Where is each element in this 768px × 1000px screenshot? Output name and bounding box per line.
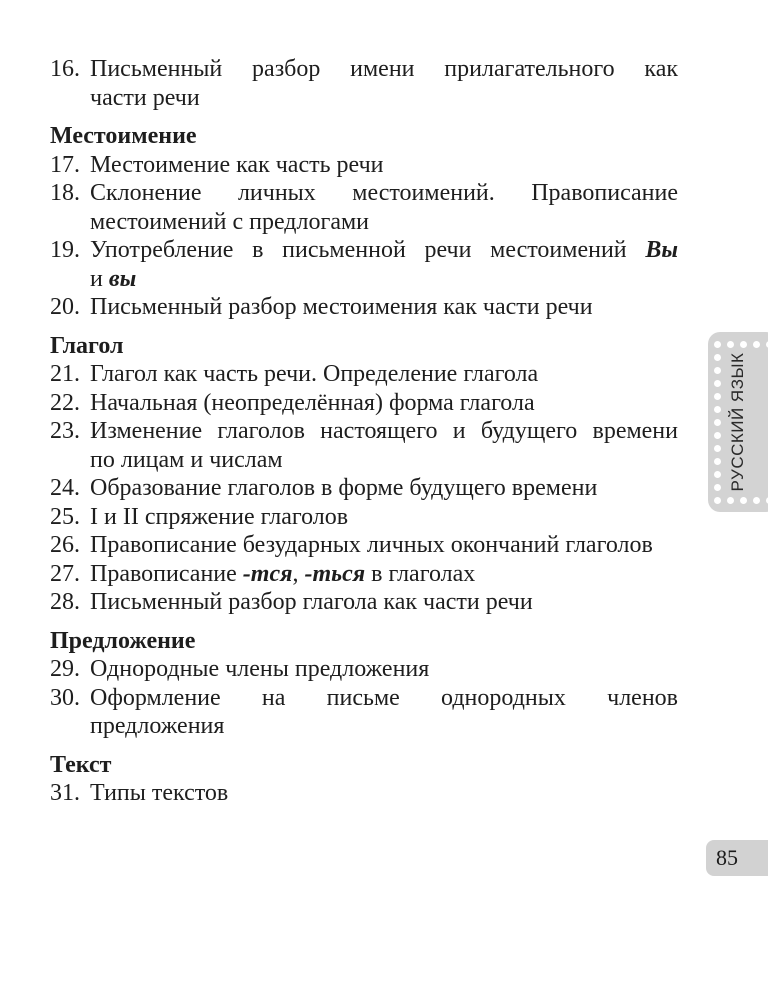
item-text-line: Глагол как часть речи. Определение глагола [90, 361, 539, 387]
item-text [90, 151, 678, 180]
toc-item [50, 588, 678, 617]
item-number: 17. [50, 151, 80, 178]
section-header: Предложение [50, 627, 196, 654]
toc-item [50, 293, 678, 322]
item-text [90, 531, 678, 560]
toc-list [50, 55, 678, 808]
item-text [90, 503, 678, 532]
item-text [90, 236, 678, 293]
item-text [90, 293, 678, 322]
side-tab-russian-language [708, 332, 768, 512]
item-number: 21. [50, 361, 80, 387]
item-number: 26. [50, 532, 80, 558]
item-number: 24. [50, 475, 80, 501]
item-text [90, 179, 678, 236]
item-number: 30. [50, 684, 80, 711]
item-text [90, 474, 678, 503]
item-text [90, 779, 678, 808]
item-number: 22. [50, 389, 80, 416]
toc-item [50, 389, 678, 418]
item-number: 27. [50, 560, 80, 587]
item-number: 31. [50, 780, 80, 806]
page-number-box [706, 840, 768, 876]
item-text-line: Типы текстов [90, 780, 229, 806]
toc-item [50, 560, 678, 589]
item-number: 18. [50, 180, 80, 206]
item-text-line: Склонение личных местоимений. Правописание [90, 180, 678, 206]
toc-item [50, 779, 678, 808]
item-text-line: Правописание -тся, -ться в глаголах [90, 560, 476, 587]
item-number: 28. [50, 589, 80, 615]
page-number: 85 [716, 845, 738, 870]
item-text-line: Однородные члены предложения [90, 656, 430, 682]
section-header: Текст [50, 751, 112, 778]
item-text-line: Письменный разбор имени прилагательного как [90, 56, 678, 82]
item-text-line: части речи [90, 84, 200, 111]
toc-item [50, 417, 678, 474]
toc-item [50, 360, 678, 389]
item-number: 25. [50, 503, 80, 530]
item-number: 29. [50, 656, 80, 682]
toc-item [50, 55, 678, 112]
item-text-line: Местоимение как часть речи [90, 151, 384, 178]
toc-item [50, 684, 678, 741]
toc-item [50, 236, 678, 293]
item-text-line: Оформление на письме однородных членов [90, 684, 678, 711]
item-text-line: Употребление в письменной речи местоимений Вы [90, 237, 678, 263]
item-text [90, 655, 678, 684]
item-text-line: предложения [90, 713, 225, 739]
item-number: 23. [50, 418, 80, 444]
item-text-line: Письменный разбор глагола как части речи [90, 589, 533, 615]
item-text-line: и вы [90, 265, 137, 292]
item-text-line: Образование глаголов в форме будущего времени [90, 475, 598, 501]
item-number: 20. [50, 294, 80, 320]
item-text [90, 560, 678, 589]
item-text-line: I и II спряжение глаголов [90, 503, 349, 530]
toc-item [50, 474, 678, 503]
toc-item [50, 179, 678, 236]
item-text-line: Начальная (неопределённая) форма глагола [90, 389, 535, 416]
item-text [90, 417, 678, 474]
item-number: 19. [50, 237, 80, 263]
item-text-line: Изменение глаголов настоящего и будущего времени [90, 418, 678, 444]
section-header: Местоимение [50, 123, 197, 149]
side-tab-label: РУССКИЙ ЯЗЫК [728, 352, 747, 492]
section-header: Глагол [50, 332, 124, 359]
item-text-line: по лицам и числам [90, 446, 283, 473]
item-text-line: Письменный разбор местоимения как части речи [90, 294, 593, 320]
item-number: 16. [50, 56, 80, 82]
toc-item [50, 655, 678, 684]
toc-item [50, 503, 678, 532]
item-text [90, 55, 678, 112]
item-text-line: Правописание безударных личных окончаний глаголов [90, 532, 653, 558]
item-text [90, 389, 678, 418]
item-text-line: местоимений с предлогами [90, 208, 370, 235]
item-text [90, 684, 678, 741]
toc-item [50, 151, 678, 180]
item-text [90, 360, 678, 389]
toc-item [50, 531, 678, 560]
item-text [90, 588, 678, 617]
